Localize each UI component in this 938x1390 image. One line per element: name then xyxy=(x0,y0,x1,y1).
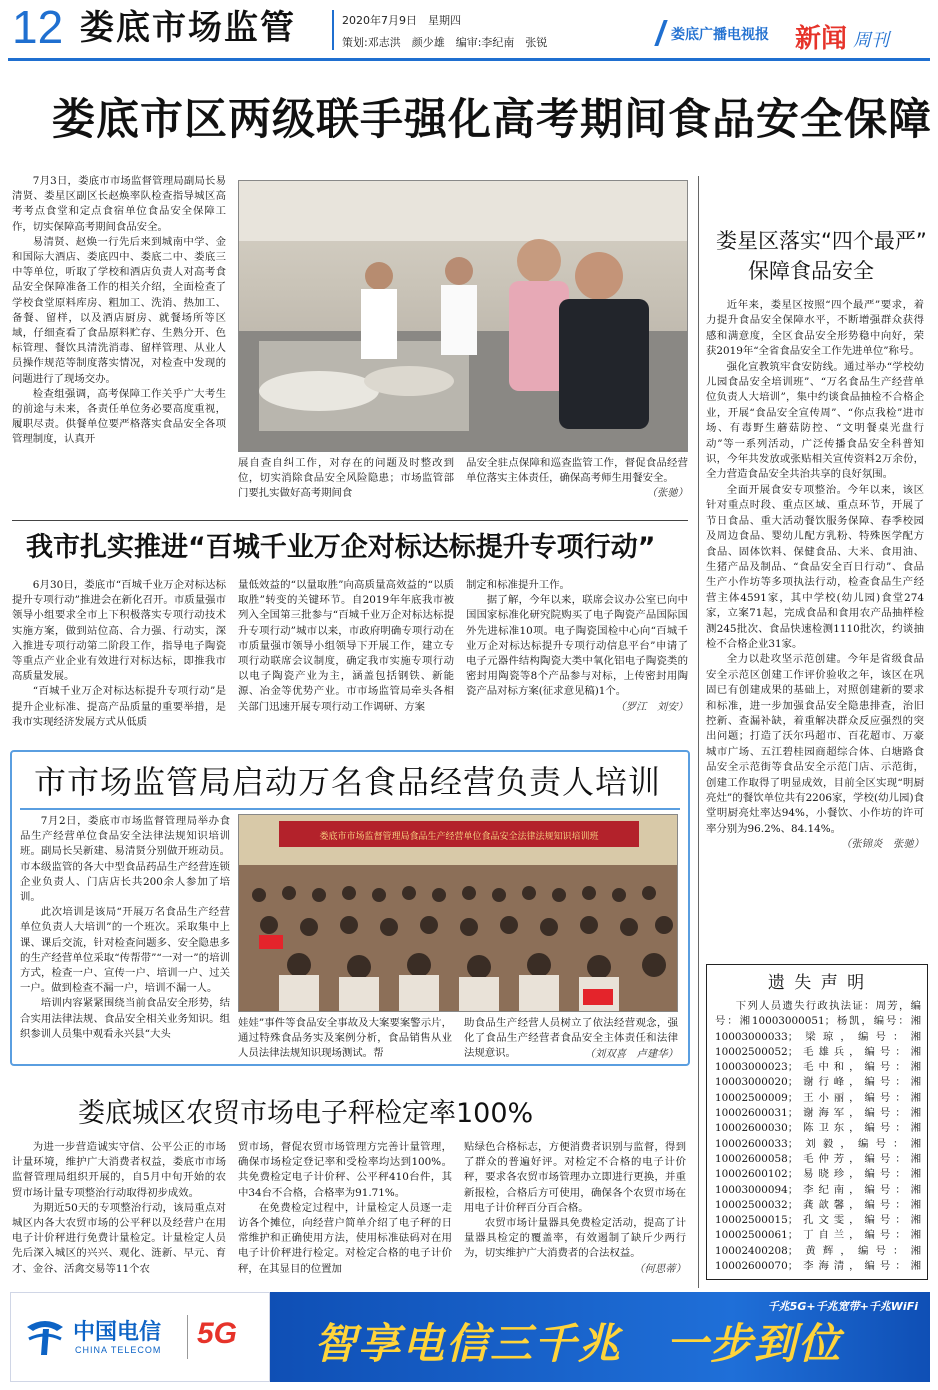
sidebar-byline: （张锦炎 张驰） xyxy=(840,838,924,851)
kitchen-inspection-photo xyxy=(239,181,688,452)
article1-col3 xyxy=(466,456,688,516)
article4-byline: （何思蒂） xyxy=(634,1262,686,1275)
article4-para: 为期近50天的专项整治行动，该局重点对城区内各大农贸市场的公平秤以及经营户在用电子计价秤进行免费计量检定。计量检定人员先后深入城区的兴兴、观化、涟新、早元、育才、金谷、活禽交易等11个农 xyxy=(12,1201,226,1275)
article3-col3 xyxy=(464,1016,678,1064)
article3-para: 助食品生产经营人员树立了依法经营观念，强化了食品生产经营者食品安全主体责任和法律法规意识。 xyxy=(464,1017,678,1060)
section-title: 娄底市场监管 xyxy=(80,8,296,48)
notice-text xyxy=(715,999,921,1275)
brand-main: 新闻 xyxy=(795,24,848,54)
article4-para: 在免费检定过程中，计量检定人员逐一走访各个摊位，向经营户简单介绍了电子秤的日常维护和正确使用方法，使用标准砝码对在用电子计价秤进行检定。对检定合格的电子计价秤，在其显目的位置加 xyxy=(238,1201,452,1275)
article4-para: 贸市场，督促农贸市场管理方完善计量管理，确保市场检定登记率和受检率均达到100%。共免费检定电子计价秤、公平秤410台件，其中34台不合格，合格率为91.71%。 xyxy=(238,1141,452,1199)
training-hall-photo xyxy=(239,815,678,1012)
article4-para: 贴绿色合格标志，方便消费者识别与监督，得到了群众的普遍好评。对检定不合格的电子计价秤，要求各农贸市场管理办立即进行更换，并重新报检，合格后方可使用，确保各个农贸市场在用电子计价秤百分百合格。 xyxy=(464,1141,686,1214)
article3-para: 娃娃”事件等食品安全事故及大案要案警示片，通过特殊食品务实及案例分析，食品销售从业人员法律法规知识现场测试。帮 xyxy=(238,1017,452,1060)
sidebar-para: 全力以赴攻坚示范创建。今年是省级食品安全示范区创建工作评价验收之年，该区在巩固已有创建成果的基础上，对照创建新的要求和标准，进一步加强食品安全隐患排查，治旧控新、查漏补缺，着重解决群众反应强烈的突出问题；打造了沃尔玛超市、百花超市、万豪城市广场、五江碧桂园商超综合体、白塘路食品安全示范街等食品安全示范门店、示范街，创建工作取得了明显成效，目前全区实现“明厨亮灶”的餐饮单位共有2206家，学校(幼儿园)食堂明厨亮灶率达94%，小餐饮、小作坊的许可率分别为96.2%、84.14%。 xyxy=(706,653,924,835)
article4-col3 xyxy=(464,1140,686,1288)
main-slogan: 智享电信三千兆 一步到位 xyxy=(314,1319,843,1368)
tag-5g: 5G xyxy=(197,1317,238,1350)
article4-para: 农贸市场计量器具免费检定活动，提高了计量器具检定的覆盖率，有效遏制了缺斤少两行为，切实维护广大消费者的合法权益。 xyxy=(464,1217,686,1260)
brand-bar xyxy=(655,18,925,54)
headline-underline xyxy=(20,808,680,810)
logo-cn: 中国电信 xyxy=(73,1319,162,1345)
sidebar-headline-line2: 保障食品安全 xyxy=(748,259,874,283)
telecom-ad xyxy=(10,1292,930,1382)
article2-para: 据了解，今年以来，联席会议办公室已向中国国家标准化研究院购买了电子陶瓷产品国际国外先进标准10项。电子陶瓷国检中心向“百城千业万企对标达标提升专项行动信息平台”申请了电子元器件结构陶瓷大类中氧化铝电子陶瓷类的密封用陶瓷等8个产品参与对标，上传密封用陶瓷产品对标方案(征求意见稿)1个。 xyxy=(466,594,688,698)
china-telecom-logo-icon xyxy=(23,1317,67,1357)
article2-para: 制定和标准提升工作。 xyxy=(466,579,570,591)
article2-byline: （罗江 刘安） xyxy=(615,700,688,713)
article3-box xyxy=(10,750,690,1066)
article4-col2 xyxy=(238,1140,452,1288)
header-rule xyxy=(8,58,930,61)
article4-headline: 娄底城区农贸市场电子秤检定率100% xyxy=(78,1098,534,1129)
sidebar-para: 近年来，娄星区按照“四个最严”要求，着力提升食品安全保障水平，不断增强群众获得感和满意度，全区食品安全形势稳中向好，荣获2019年“全省食品安全工作先进单位”称号。 xyxy=(706,299,924,358)
issue-date: 2020年7月9日 星期四 xyxy=(342,14,461,27)
logo-separator xyxy=(187,1315,188,1359)
article1-byline: （张驰） xyxy=(646,487,688,500)
article2-col2 xyxy=(238,578,454,740)
article3-byline: （刘双喜 卢建华） xyxy=(584,1047,678,1060)
article3-para: 培训内容紧紧围绕当前食品安全形势，结合实用法律法规、食品安全相关业务知识。组织参训人员集中观看永兴县“大头 xyxy=(20,997,230,1040)
brand-prefix: 娄底广播电视报 xyxy=(671,27,769,43)
article2-col3 xyxy=(466,578,688,740)
article2-para: 量低效益的“以量取胜”向高质量高效益的“以质取胜”转变的关键环节。自2019年年底我市被列入全国第三批参与“百城千业万企对标达标提升专项行动”城市以来，市政府明确专项行动在市质量强市领导小组领导下开展工作，建立专项行动联席会议制度，确定我市实施专项行动以电子陶瓷产业为主，涵盖包括钢铁、新能源、冶金等优势产业。市市场监管局牵头各相关部门迅速开展专项行动工作调研、方案 xyxy=(238,579,454,713)
article2-para: “百城千业万企对标达标提升专项行动”是提升企业标准、提高产品质量的重要举措，是我市实现经济发展方式从低质 xyxy=(12,685,226,728)
article1-para: 检查组强调，高考保障工作关乎广大考生的前途与未来，各责任单位务必要高度重视，履职尽责。供餐单位要严格落实食品安全各项管理制度，认真开 xyxy=(12,387,226,446)
header-divider xyxy=(332,10,334,50)
article1-photo xyxy=(238,180,688,452)
article1-headline: 娄底市区两级联手强化高考期间食品安全保障 xyxy=(52,95,932,145)
article4-col1 xyxy=(12,1140,226,1288)
banner-sign: 娄底市市场监督管理局食品生产经营单位食品安全法律法规知识培训班 xyxy=(319,832,599,842)
brand-suffix: 周刊 xyxy=(853,30,889,51)
rule xyxy=(12,520,688,521)
article3-col2 xyxy=(238,1016,452,1062)
sidebar-headline-line1: 娄星区落实“四个最严” xyxy=(716,229,927,253)
notice-title: 遗 失 声 明 xyxy=(767,973,867,993)
article3-photo xyxy=(238,814,678,1012)
notice-para: 下列人员遗失行政执法证：周芳，编号：湘10003000051；杨凯，编号：湘10003000033；梁琼，编号：湘10002500052；毛雄兵，编号：湘10003000023；毛中和，编号：湘10003000020；谢行峰，编号：湘10002500009；王小丽，编号：湘10002600031；谢海军，编号：湘10002600030；陈卫东，编号：湘10002600033；刘毅，编号：湘10002600058；毛仲芳，编号：湘10002600102；易晓珍，编号：湘10003000094；李纪南，编号：湘10002500032；龚歆馨，编号：湘10002500015；孔文雯，编号：湘10002500061；丁自兰，编号：湘10002400208；黄辉，编号：湘10002600070；李海清，编号：湘 xyxy=(715,1000,921,1273)
article2-col1 xyxy=(12,578,226,740)
page-header xyxy=(0,0,938,62)
credits: 策划:邓志洪 颜少雄 编审:李纪南 张锐 xyxy=(342,36,548,49)
article3-para: 7月2日，娄底市市场监督管理局举办食品生产经营单位食品安全法律法规知识培训班。副局长吴新建、易清贤分别做开班动员。市本级监管的各大中型食品药品生产经营连锁企业负责人、门店店长共200余人参加了培训。 xyxy=(20,815,230,904)
article1-col2 xyxy=(238,456,454,510)
sidebar-body xyxy=(706,298,924,958)
logo-en: CHINA TELECOM xyxy=(75,1345,162,1355)
article2-para: 6月30日，娄底市“百城千业万企对标达标提升专项行动”推进会在新化召开。市质量强市领导小组要求全市上下积极落实专项行动技术实施方案，做到站位高、合力强、行动实，深入推进专项行动第二阶段工作，指导电子陶瓷等重点产业企业有效进行对标达标，即推我市高质量发展。 xyxy=(12,579,226,683)
article3-para: 此次培训是该局“开展万名食品生产经营单位负责人大培训”的一个班次。采取集中上课、课后交流，针对检查问题多、安全隐患多的生产经营单位采取“传帮带”“一对一”的培训方式，检查一户、宣传一户、培训一户、过关一户。做到检查不漏一户，培训不漏一人。 xyxy=(20,906,230,995)
article1-para: 7月3日，娄底市市场监督管理局副局长易清贤、娄星区副区长赵焕率队检查指导城区高考考点食堂和定点食宿单位食品安全保障工作，切实保障高考期间食品安全。 xyxy=(12,175,226,233)
article2-headline: 我市扎实推进“百城千业万企对标达标提升专项行动” xyxy=(26,532,656,563)
article3-col1 xyxy=(20,814,230,1062)
ad-slogan-panel xyxy=(270,1292,930,1382)
article1-para: 品安全驻点保障和巡查监管工作，督促食品经营单位落实主体责任，确保高考师生用餐安全。 xyxy=(466,457,688,485)
sidebar-para: 强化宣教筑牢食安防线。通过举办“学校幼儿园食品安全培训班”、“万名食品生产经营单位负责人大培训”，集中约谈食品抽检不合格企业，开展“食品安全宣传周”、“你点我检”进市场、有毒野生蘑菇防控、“文明餐桌光盘行动”等一系列活动，广泛传播食品安全科普知识，今年共发放或张贴相关宣传资料2万余份，全力营造食品安全共治共享的良好氛围。 xyxy=(706,360,924,481)
article1-para: 易清贤、赵焕一行先后来到城南中学、金和国际大酒店、娄底四中、娄底二中、娄底三中等单位，听取了学校和酒店负责人对高考食品安全保障准备工作的相关介绍，全面检查了学校食堂原料库房、粗加工、洗消、热加工、备餐、留样，以及酒店厨房、就餐场所等区域，仔细查看了食品原料贮存、生熟分开、色标管理、餐饮具清洗消毒、留样管理、从业人员操作规范等制度落实情况，对检查中发现的问题进行了现场交办。 xyxy=(12,235,226,385)
article3-headline: 市市场监管局启动万名食品经营负责人培训 xyxy=(34,763,662,801)
article1-col1 xyxy=(12,174,226,510)
lost-notice-box xyxy=(706,964,928,1280)
ad-logo-panel xyxy=(10,1292,270,1382)
page-number: 12 xyxy=(12,1,64,53)
sidebar-para: 全面开展食安专项整治。今年以来，该区针对重点时段、重点区域、重点环节，开展了节日食品、重大活动餐饮服务保障、春季校园及周边食品、婴幼儿配方乳粉、特殊医学配方食品、固体饮料、保健食品、大米、食用油、生猪产品及制品、“食品安全百日行动”、食品生产小作坊等多项执法行动，检查食品生产经营主体4591家，其中学校(幼儿园)食堂274家，立案71起，完成食品和食用农产品抽样检测245批次、食品快速检测1110批次，约谈抽检不合格企业31家。 xyxy=(706,483,924,650)
top-slogan: 千兆5G+千兆宽带+千兆WiFi xyxy=(767,1300,918,1313)
article1-para: 展自查自纠工作，对存在的问题及时整改到位，切实消除食品安全风险隐患；市场监管部门要扎实做好高考期间食 xyxy=(238,457,454,500)
article4-para: 为进一步营造诚实守信、公平公正的市场计量环境，维护广大消费者权益，娄底市市场监督管理局组织开展的，自5月中旬开始的农贸市场计量专项整治行动取得初步成效。 xyxy=(12,1141,226,1199)
brand-slash xyxy=(654,20,667,46)
sidebar-divider xyxy=(698,176,699,1288)
